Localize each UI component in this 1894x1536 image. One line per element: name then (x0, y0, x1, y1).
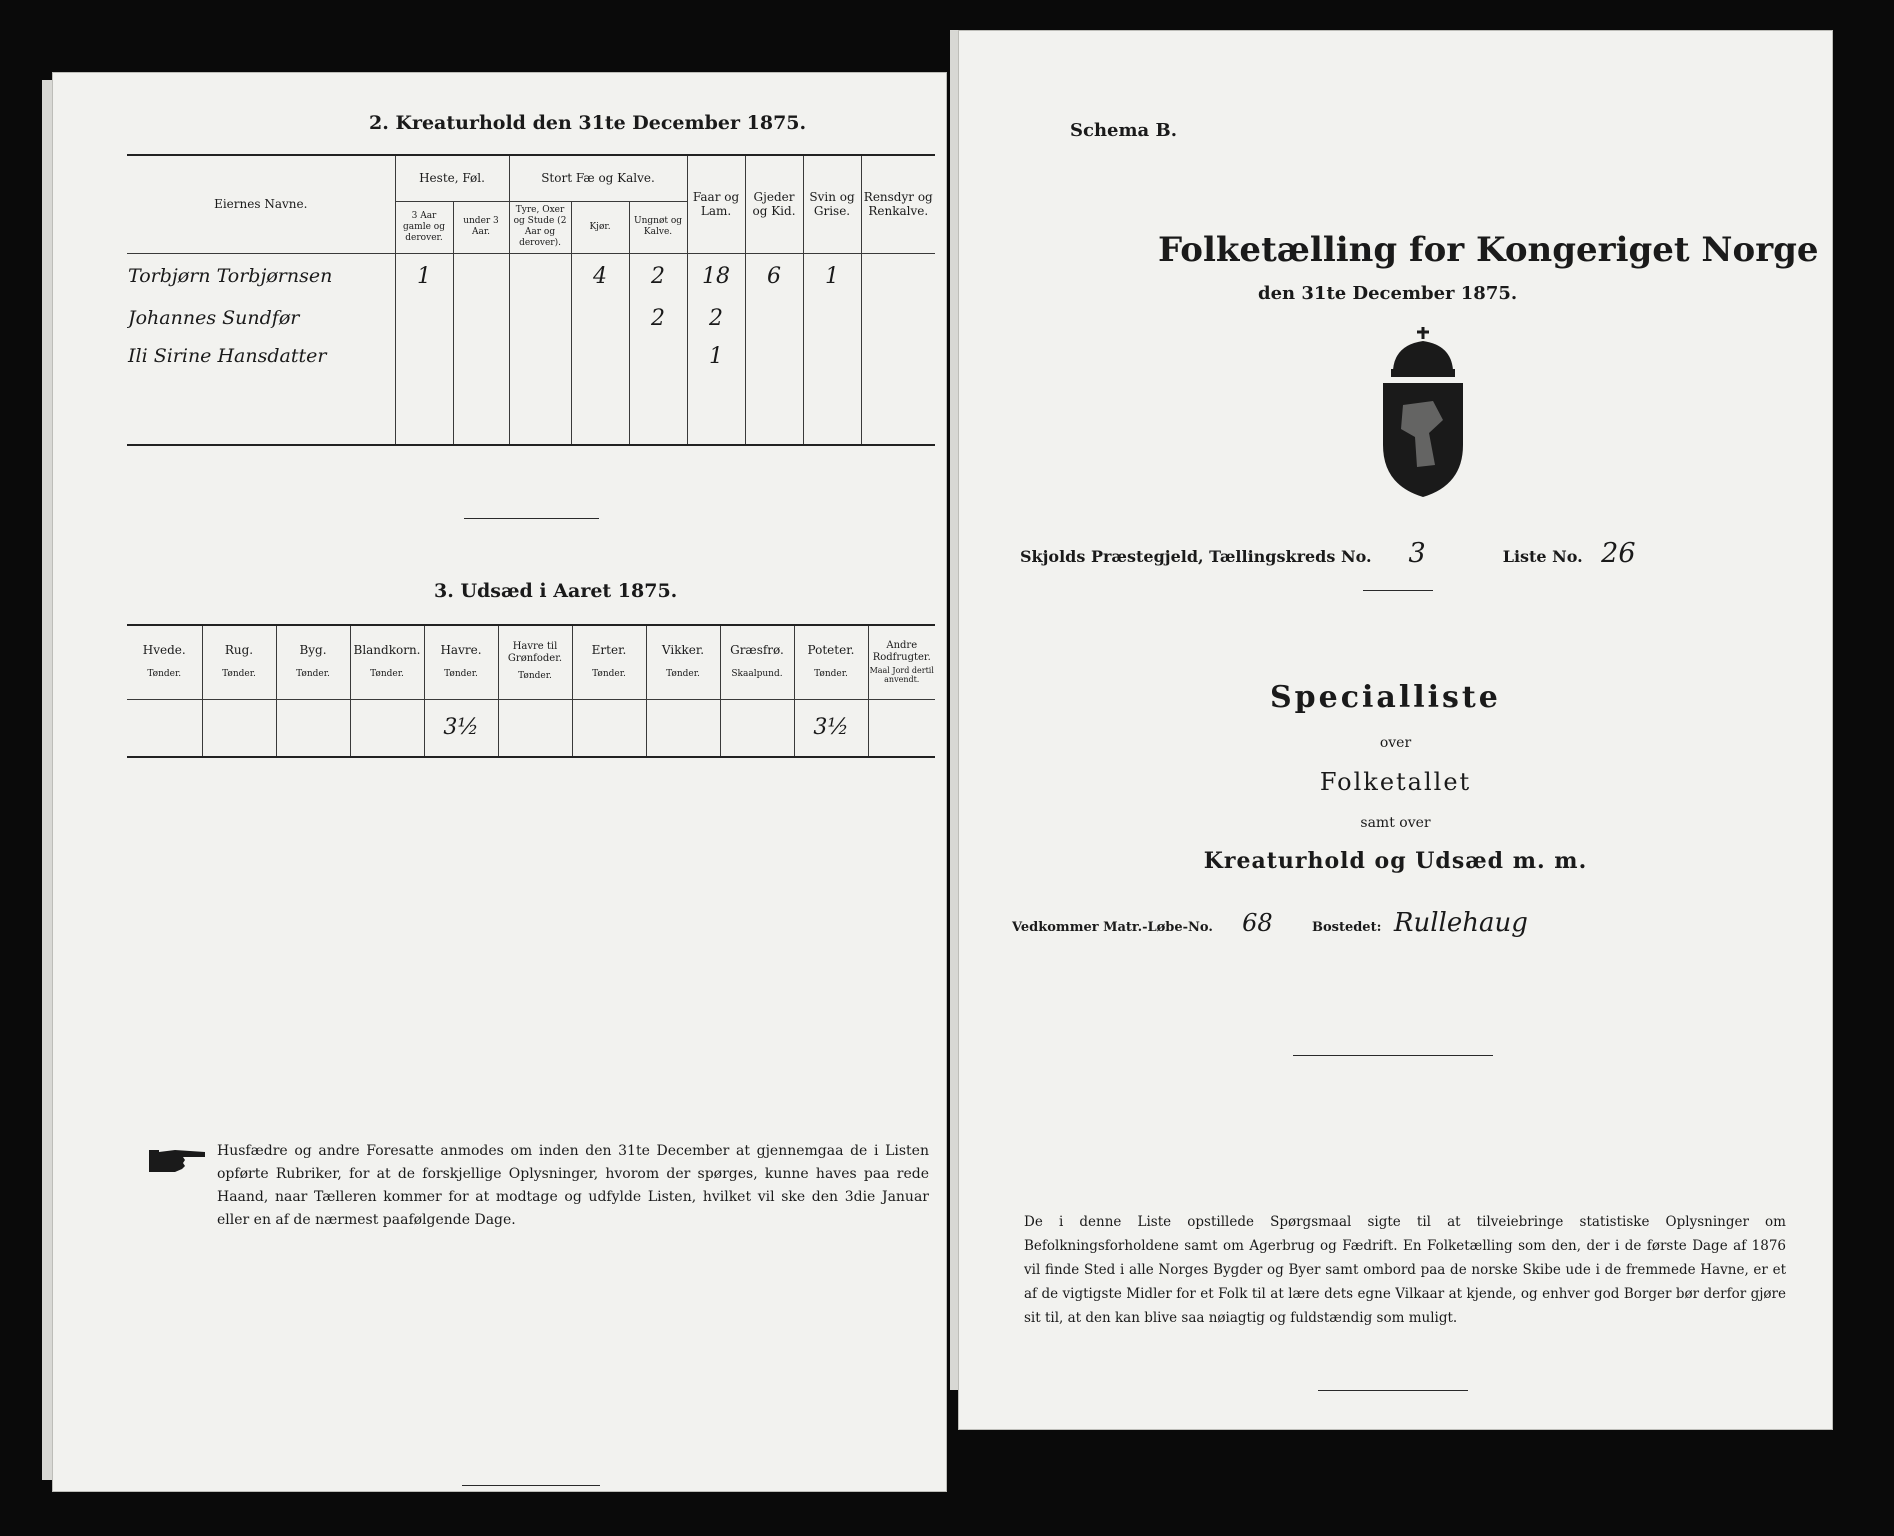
seed-header-mixed-grain: Blandkorn. Tønder. (350, 625, 424, 699)
subtitle: den 31te December 1875. (1258, 283, 1518, 304)
bosted-value: Rullehaug (1393, 908, 1528, 938)
matr-line (1012, 908, 1528, 938)
sheep-value: 1 (687, 337, 745, 375)
seed-value-mixed-grain (350, 699, 424, 757)
goats-value: 6 (745, 253, 803, 299)
parish-line (1020, 538, 1648, 569)
samt-over-text: samt over (1360, 815, 1431, 831)
seed-header-green-oats: Havre til Grønfoder. Tønder. (498, 625, 572, 699)
livestock-table (127, 154, 935, 446)
goats-value (745, 299, 803, 337)
owner-name: Johannes Sundfør (127, 299, 395, 337)
owner-name: Torbjørn Torbjørnsen (127, 253, 395, 299)
horses-adult-header: 3 Aar gamle og derover. (395, 201, 453, 253)
cattle-cows-value (571, 337, 629, 375)
seed-value-wheat (127, 699, 202, 757)
goats-value (745, 337, 803, 375)
reindeer-value (861, 337, 935, 375)
seed-value-root-crops (868, 699, 935, 757)
seed-value-oats: 3½ (424, 699, 498, 757)
reindeer-header: Rensdyr og Renkalve. (861, 155, 935, 253)
seed-value-potatoes: 3½ (794, 699, 868, 757)
seed-header-oats: Havre. Tønder. (424, 625, 498, 699)
seed-header-grass-seed: Græsfrø. Skaalpund. (720, 625, 794, 699)
pointing-hand-icon (147, 1144, 209, 1178)
seed-header-barley: Byg. Tønder. (276, 625, 350, 699)
sheep-value: 2 (687, 299, 745, 337)
left-page (52, 72, 947, 1492)
short-separator (1363, 590, 1433, 591)
cattle-young-value: 2 (629, 299, 687, 337)
sheep-header: Faar og Lam. (687, 155, 745, 253)
cattle-cows-value: 4 (571, 253, 629, 299)
seed-header-peas: Erter. Tønder. (572, 625, 646, 699)
folketallet-text: Folketallet (1319, 768, 1472, 796)
cattle-cows-value (571, 299, 629, 337)
pigs-header: Svin og Grise. (803, 155, 861, 253)
matr-number: 68 (1242, 909, 1273, 937)
horses-adult-value (395, 337, 453, 375)
horses-young-header: under 3 Aar. (453, 201, 509, 253)
horses-young-value (453, 253, 509, 299)
table-row (127, 337, 935, 375)
reindeer-value (861, 299, 935, 337)
special-list-title: Specialliste (1270, 680, 1501, 715)
horses-young-value (453, 337, 509, 375)
district-number: 3 (1408, 538, 1426, 569)
table-row (127, 375, 935, 445)
seed-header-rye: Rug. Tønder. (202, 625, 276, 699)
seed-header-potatoes: Poteter. Tønder. (794, 625, 868, 699)
seed-value-peas (572, 699, 646, 757)
seed-header-root-crops: Andre Rodfrugter. Maal Jord dertil anvendt. (868, 625, 935, 699)
cattle-young-header: Ungnøt og Kalve. (629, 201, 687, 253)
cattle-cows-header: Kjør. (571, 201, 629, 253)
list-label: Liste No. (1502, 547, 1583, 566)
goats-header: Gjeder og Kid. (745, 155, 803, 253)
seed-header-vetch: Vikker. Tønder. (646, 625, 720, 699)
horses-header: Heste, Føl. (395, 155, 509, 201)
cattle-bulls-value (509, 337, 571, 375)
seed-value-rye (202, 699, 276, 757)
list-number: 26 (1601, 538, 1636, 569)
bottom-separator (1318, 1390, 1468, 1391)
livestock-title: 2. Kreaturhold den 31te December 1875. (369, 112, 807, 134)
seed-value-vetch (646, 699, 720, 757)
table-row (127, 253, 935, 299)
table-row (127, 699, 935, 757)
cattle-young-value: 2 (629, 253, 687, 299)
cattle-bulls-value (509, 299, 571, 337)
cattle-header: Stort Fæ og Kalve. (509, 155, 687, 201)
horses-adult-value: 1 (395, 253, 453, 299)
bosted-label: Bostedet: (1311, 920, 1382, 935)
seed-value-green-oats (498, 699, 572, 757)
owner-name: Ili Sirine Hansdatter (127, 337, 395, 375)
seed-title: 3. Udsæd i Aaret 1875. (434, 580, 678, 602)
horses-young-value (453, 299, 509, 337)
matr-label: Vedkommer Matr.-Løbe-No. (1012, 920, 1213, 935)
over-text: over (1379, 735, 1412, 751)
cattle-bulls-value (509, 253, 571, 299)
sheep-value: 18 (687, 253, 745, 299)
footer-text: De i denne Liste opstillede Spørgsmaal sigte til at tilveiebringe statistiske Oplysninger om Befolkningsforholdene samt om Agerbrug og Fædrift. En Folketælling som den, der i de første Dage af 1876 vil finde Sted i alle Norges Bygder og Byer samt ombord paa de norske Skibe ude i de fremmede Havne, er et af de vigtigste Midler for et Folk til at lære dets egne Vilkaar at kjende, og enhver god Borger bør derfor gjøre sit til, at den kan blive saa nøiagtig og fuldstændig som muligt. (1024, 1214, 1786, 1326)
middle-separator (1293, 1055, 1493, 1056)
horses-adult-value (395, 299, 453, 337)
table-row (127, 299, 935, 337)
separator-line (464, 518, 599, 519)
parish-label: Skjolds Præstegjeld, Tællingskreds No. (1020, 547, 1372, 566)
cattle-bulls-header: Tyre, Oxer og Stude (2 Aar og derover). (509, 201, 571, 253)
seed-table (127, 624, 935, 758)
seed-value-barley (276, 699, 350, 757)
owner-header: Eiernes Navne. (127, 155, 395, 253)
cattle-young-value (629, 337, 687, 375)
coat-of-arms-icon (1363, 325, 1483, 500)
bottom-separator-line (462, 1485, 600, 1486)
pigs-value (803, 337, 861, 375)
main-title: Folketælling for Kongeriget Norge (1158, 230, 1819, 270)
right-page (958, 30, 1833, 1430)
schema-label: Schema B. (1070, 120, 1177, 141)
notice-text: Husfædre og andre Foresatte anmodes om inden den 31te December at gjennemgaa de i Listen opførte Rubriker, for at de forskjellige Oplysninger, hvorom der spørges, kunne haves paa rede Haand, naar Tælleren kommer for at modtage og udfylde Listen, hvilket vil ske den 3die Januar eller en af de nærmest paafølgende Dage. (217, 1143, 929, 1228)
kreaturhold-text: Kreaturhold og Udsæd m. m. (1203, 848, 1588, 874)
pigs-value: 1 (803, 253, 861, 299)
seed-value-grass-seed (720, 699, 794, 757)
seed-header-wheat: Hvede. Tønder. (127, 625, 202, 699)
pigs-value (803, 299, 861, 337)
reindeer-value (861, 253, 935, 299)
